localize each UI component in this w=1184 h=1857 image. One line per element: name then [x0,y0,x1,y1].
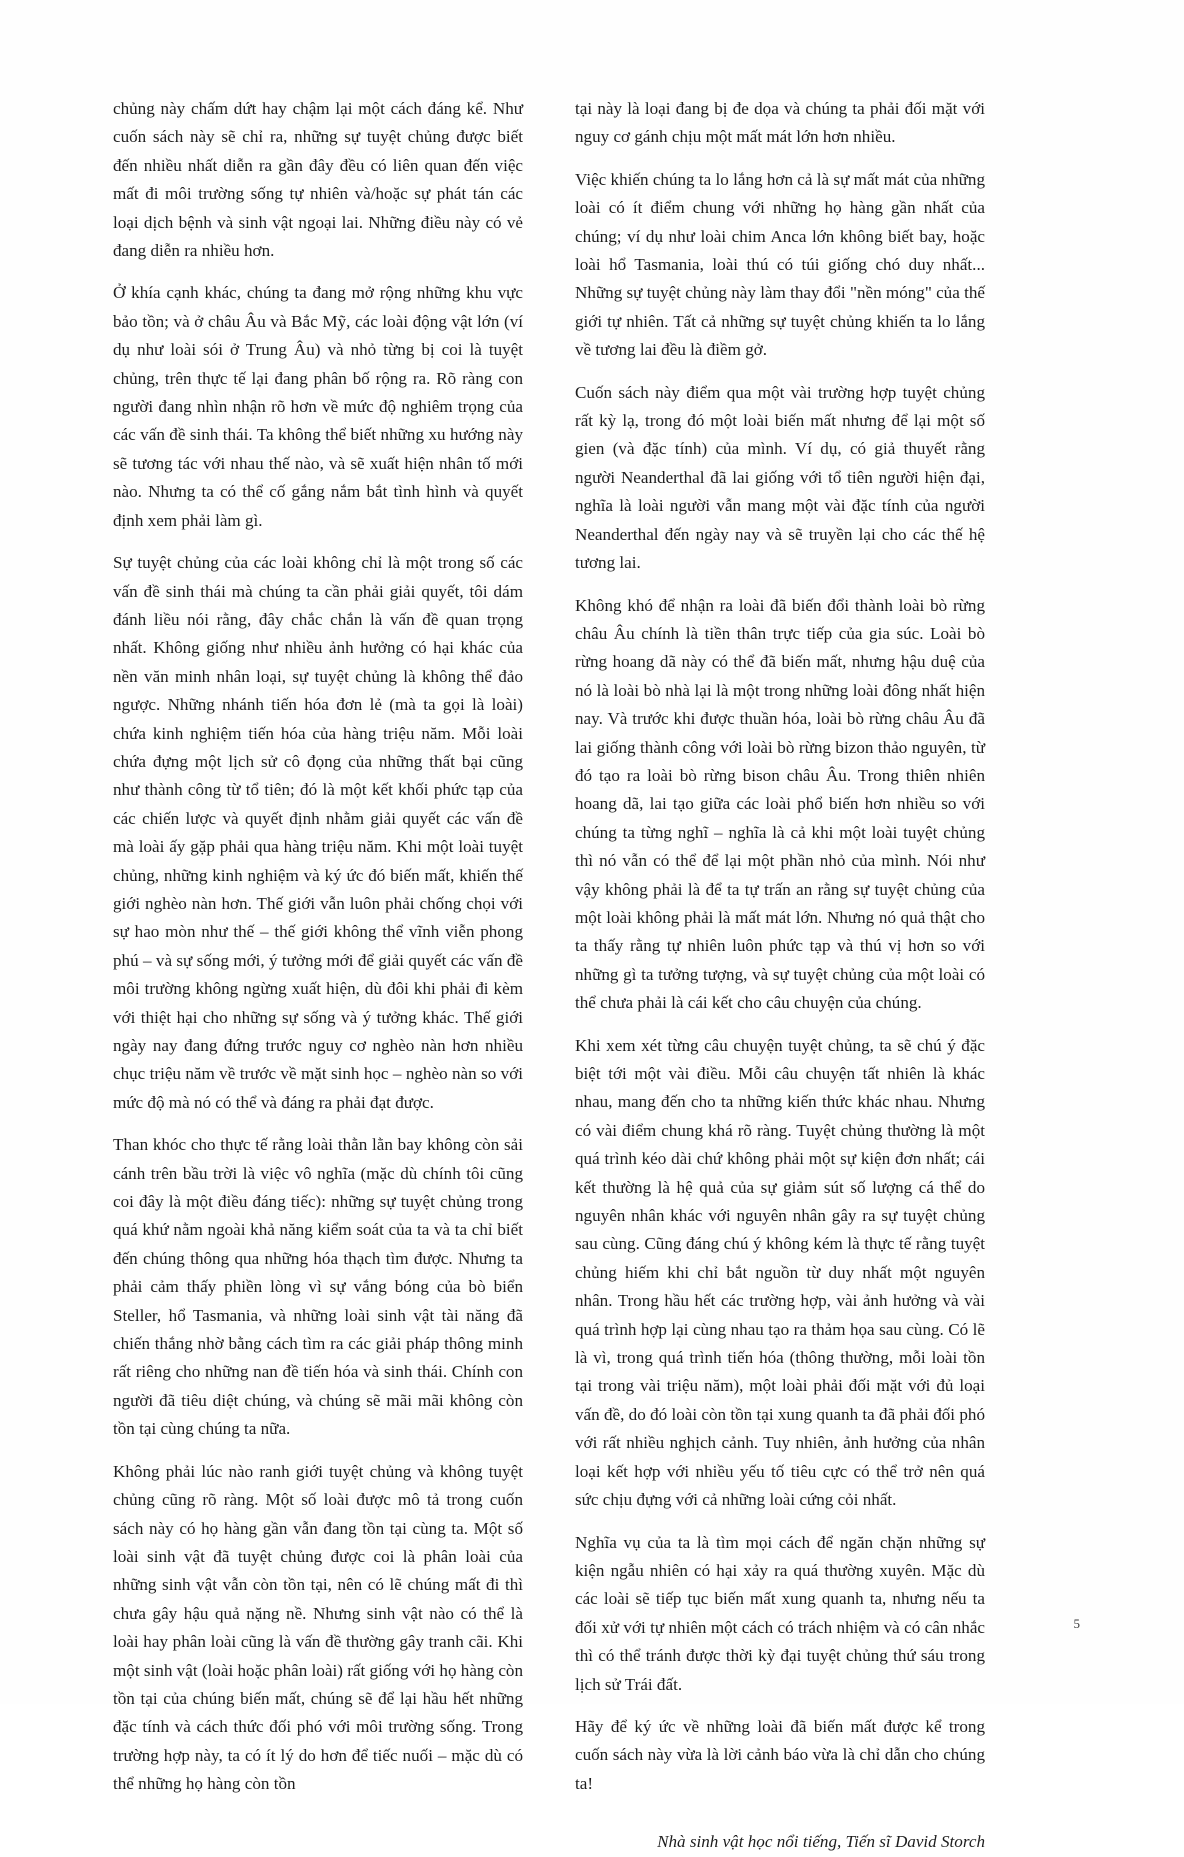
paragraph: Không khó để nhận ra loài đã biến đổi thành loài bò rừng châu Âu chính là tiền thân trực tiếp của gia súc. Loài bò rừng hoang dã này có thể đã biến mất, nhưng hậu duệ của nó là loài bò nhà lại là một trong những loài đông nhất hiện nay. Và trước khi được thuần hóa, loài bò rừng châu Âu đã lai giống thành công với loài bò rừng bizon thảo nguyên, từ đó tạo ra loài bò rừng bison châu Âu. Trong thiên nhiên hoang dã, lai tạo giữa các loài phổ biến hơn nhiều so với chúng ta từng nghĩ – nghĩa là cả khi một loài tuyệt chủng thì nó vẫn có thể để lại một phần nhỏ của mình. Nói như vậy không phải là để ta tự trấn an rằng sự tuyệt chủng của một loài không phải là mất mát lớn. Nhưng nó quả thật cho ta thấy rằng tự nhiên luôn phức tạp và thú vị hơn so với những gì ta tưởng tượng, và sự tuyệt chủng của một loài có thể chưa phải là cái kết cho câu chuyện của chúng. [575,595,985,1013]
paragraph: Việc khiến chúng ta lo lắng hơn cả là sự mất mát của những loài có ít điểm chung với những họ hàng gần nhất của chúng; ví dụ như loài chim Anca lớn không biết bay, hoặc loài hổ Tasmania, loài thú có túi giống chó duy nhất... Những sự tuyệt chủng này làm thay đổi "nền móng" của thế giới tự nhiên. Tất cả những sự tuyệt chủng khiến ta lo lắng về tương lai đều là điềm gở. [575,169,985,360]
paragraph: Than khóc cho thực tế rằng loài thằn lằn bay không còn sải cánh trên bầu trời là việc vô nghĩa (mặc dù chính tôi cũng coi đây là một điều đáng tiếc): những sự tuyệt chủng trong quá khứ nằm ngoài khả năng kiểm soát của ta và ta chỉ biết đến chúng thông qua những hóa thạch tìm được. Nhưng ta phải cảm thấy phiền lòng vì sự vắng bóng của bò biển Steller, hổ Tasmania, và những loài sinh vật tài năng đã chiến thắng nhờ bằng cách tìm ra các giải pháp thông minh rất riêng cho những nan đề tiến hóa và sinh thái. Chính con người đã tiêu diệt chúng, và chúng sẽ mãi mãi không còn tồn tại cùng chúng ta nữa. [113,1135,523,1439]
paragraph: Cuốn sách này điểm qua một vài trường hợp tuyệt chủng rất kỳ lạ, trong đó một loài biến mất nhưng để lại một số gien (và đặc tính) của mình. Ví dụ, có giả thuyết rằng người Neanderthal đã lai giống với tổ tiên người hiện đại, nghĩa là loài người vẫn mang một vài đặc tính của người Neanderthal đến ngày nay và sẽ truyền lại cho các thế hệ tương lai. [575,382,985,573]
paragraph: Hãy để ký ức về những loài đã biến mất được kể trong cuốn sách này vừa là lời cảnh báo vừa là chỉ dẫn cho chúng ta! [575,1716,985,1793]
paragraph: Nghĩa vụ của ta là tìm mọi cách để ngăn chặn những sự kiện ngẫu nhiên có hại xảy ra quá thường xuyên. Mặc dù các loài sẽ tiếp tục biến mất xung quanh ta, nhưng nếu ta đối xử với tự nhiên một cách có trách nhiệm và có cân nhắc thì có thể tránh được thời kỳ đại tuyệt chủng thứ sáu trong lịch sử Trái đất. [575,1532,985,1694]
paragraph: Khi xem xét từng câu chuyện tuyệt chủng, ta sẽ chú ý đặc biệt tới một vài điều. Mỗi câu chuyện tất nhiên là khác nhau, mang đến cho ta những kiến thức khác nhau. Nhưng có vài điểm chung khá rõ ràng. Tuyệt chủng thường là một quá trình kéo dài chứ không phải một sự kiện đơn nhất; cái kết thường là hệ quả của sự giảm sút số lượng cá thể do nguyên nhân khác với nguyên nhân gây ra sự tuyệt chủng sau cùng. Cũng đáng chú ý không kém là thực tế rằng tuyệt chủng hiếm khi chỉ bắt nguồn từ duy nhất một nguyên nhân. Trong hầu hết các trường hợp, vài ảnh hưởng và vài quá trình hợp lại cùng nhau tạo ra thảm họa sau cùng. Có lẽ là vì, trong quá trình tiến hóa (thông thường, mỗi loài tồn tại trong vài triệu năm), một loài phải đối mặt với đủ loại vấn đề, do đó loài còn tồn tại xung quanh ta đã phải đối phó với rất nhiều nghịch cảnh. Tuy nhiên, ảnh hưởng của nhân loại kết hợp với nhiều yếu tố tiêu cực có thể trở nên quá sức chịu đựng với cả những loài cứng cỏi nhất. [575,1035,985,1510]
left-column [113,95,523,1794]
paragraph: Không phải lúc nào ranh giới tuyệt chủng và không tuyệt chủng cũng rõ ràng. Một số loài được mô tả trong cuốn sách này có họ hàng gần vẫn đang tồn tại cùng ta. Một số loài sinh vật đã tuyệt chủng được coi là phân loài của những sinh vật vẫn còn tồn tại, nên có lẽ chúng mất đi thì chưa gây hậu quả nặng nề. Nhưng sinh vật nào có thể là loài hay phân loài cũng là vấn đề thường gây tranh cãi. Khi một sinh vật (loài hoặc phân loài) rất giống với họ hàng còn tồn tại của chúng biến mất, chúng sẽ để lại hầu hết những đặc tính và cách thức đối phó với môi trường sống. Trong trường hợp này, ta có ít lý do hơn để tiếc nuối – mặc dù có thể những họ hàng còn tồn [113,1461,523,1794]
paragraph: chủng này chấm dứt hay chậm lại một cách đáng kể. Như cuốn sách này sẽ chỉ ra, những sự tuyệt chủng được biết đến nhiều nhất diễn ra gần đây đều có liên quan đến việc mất đi môi trường sống tự nhiên và/hoặc sự phát tán các loại dịch bệnh và sinh vật ngoại lai. Những điều này có vẻ đang diễn ra nhiều hơn. [113,99,523,261]
author-signature: Nhà sinh vật học nổi tiếng, Tiến sĩ David Storch [657,1832,985,1852]
paragraph: Sự tuyệt chủng của các loài không chỉ là một trong số các vấn đề sinh thái mà chúng ta cần phải giải quyết, tôi dám đánh liều nói rằng, đây chắc chắn là vấn đề quan trọng nhất. Không giống như nhiều ảnh hưởng có hại khác của nền văn minh nhân loại, sự tuyệt chủng là không thể đảo ngược. Những nhánh tiến hóa đơn lẻ (mà ta gọi là loài) chứa kinh nghiệm tiến hóa của hàng triệu năm. Mỗi loài chứa đựng một lịch sử cô đọng của những thất bại cũng như thành công từ tổ tiên; đó là một kết khối phức tạp của các chiến lược và quyết định nhằm giải quyết các vấn đề mà loài ấy gặp phải qua hàng triệu năm. Khi một loài tuyệt chủng, những kinh nghiệm và ký ức đó biến mất, khiến thế giới nghèo nàn hơn. Thế giới vẫn luôn phải chống chọi với sự hao mòn như thế – thế giới không thể vĩnh viễn phong phú – và sự sống mới, ý tưởng mới để giải quyết các vấn đề môi trường không ngừng xuất hiện, dù đôi khi phải đi kèm với thiệt hại cho những sự sống và ý tưởng khác. Thế giới ngày nay đang đứng trước nguy cơ nghèo nàn hơn nhiều chục triệu năm về trước về mặt sinh học – nghèo nàn so với mức độ mà nó có thể và đáng ra phải đạt được. [113,553,523,1112]
page-number: 5 [1073,1616,1080,1631]
paragraph: Ở khía cạnh khác, chúng ta đang mở rộng những khu vực bảo tồn; và ở châu Âu và Bắc Mỹ, các loài động vật lớn (ví dụ như loài sói ở Trung Âu) và nhỏ từng bị coi là tuyệt chủng, trên thực tế lại đang phân bố rộng ra. Rõ ràng con người đang nhìn nhận rõ hơn về mức độ nghiêm trọng của các vấn đề sinh thái. Ta không thể biết những xu hướng này sẽ tương tác với nhau thế nào, và sẽ xuất hiện nhân tố mới nào. Nhưng ta có thể cố gắng nắm bắt tình hình và quyết định xem phải làm gì. [113,283,523,530]
two-column-body [113,95,985,1852]
right-column [575,95,985,1852]
paragraph: tại này là loại đang bị đe dọa và chúng ta phải đối mặt với nguy cơ gánh chịu một mất mát lớn hơn nhiều. [575,99,985,147]
